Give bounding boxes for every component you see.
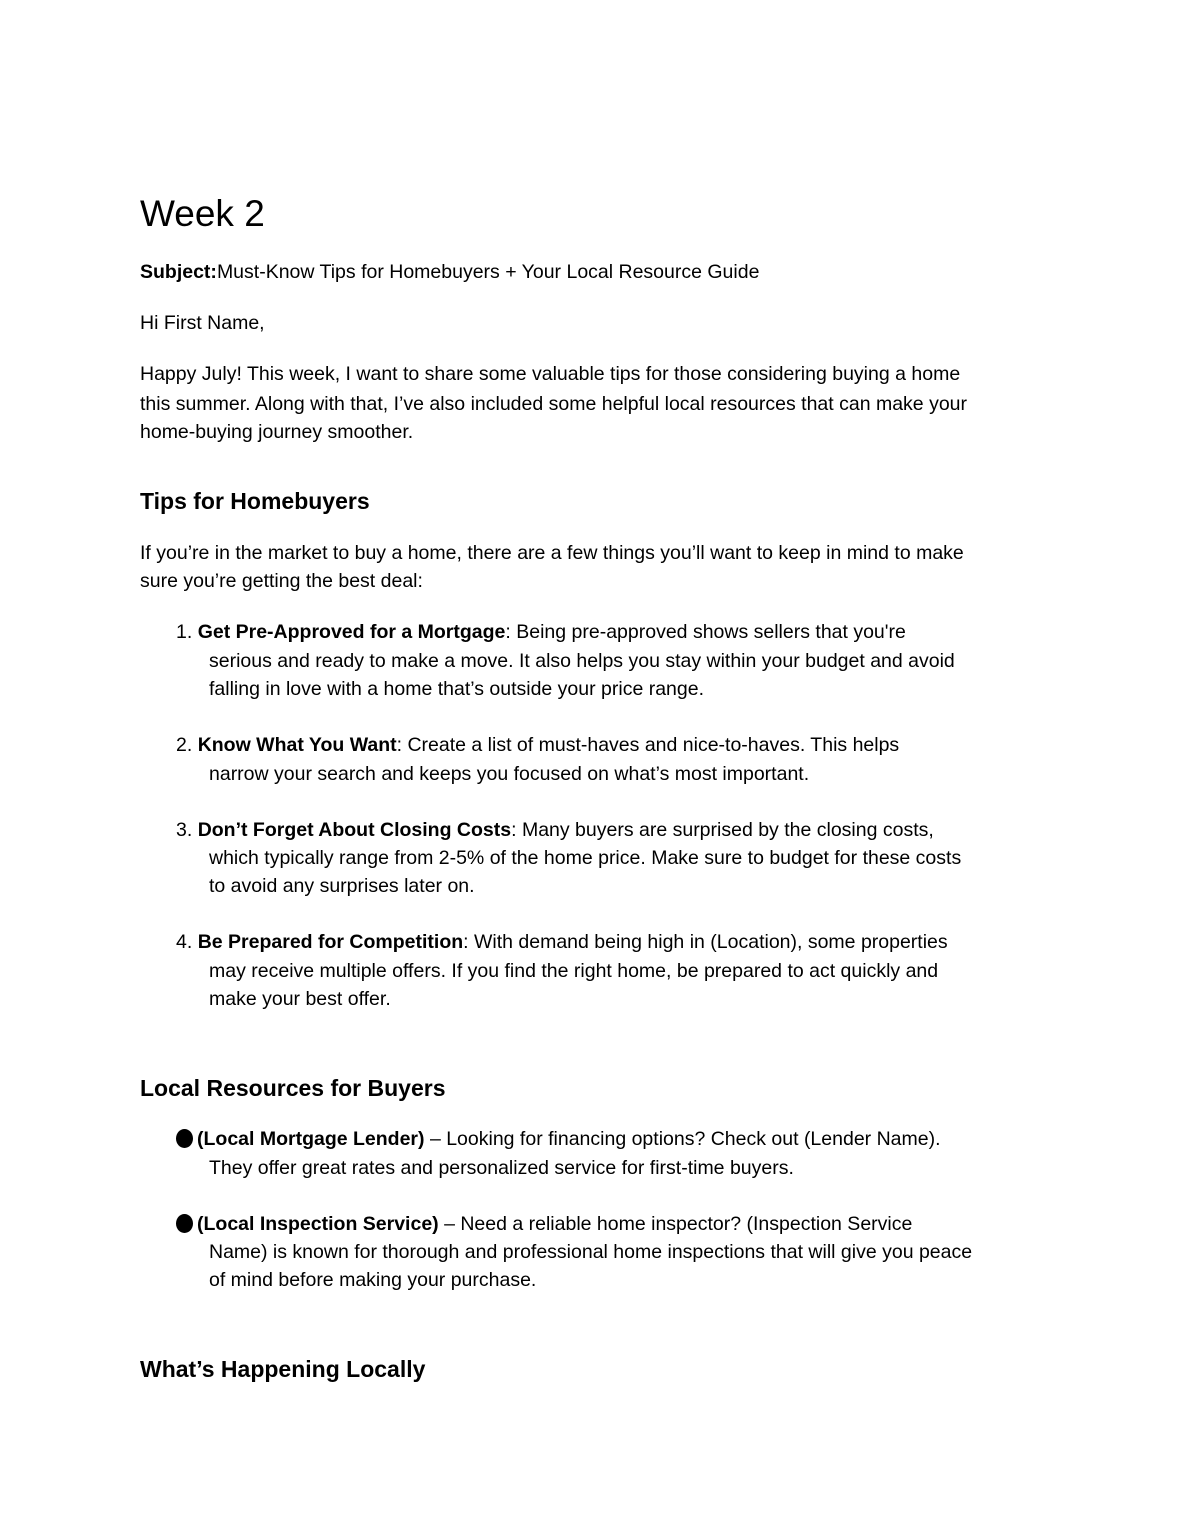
tip-line: narrow your search and keeps you focused on what’s most important. [209, 763, 810, 785]
resource-first-line [176, 1212, 912, 1236]
tip-line: which typically range from 2-5% of the home price. Make sure to budget for these costs [209, 847, 962, 869]
page-title: Week 2 [140, 193, 265, 234]
tip-line: may receive multiple offers. If you find the right home, be prepared to act quickly and [209, 960, 939, 982]
tip-text: : With demand being high in (Location), some properties [463, 931, 948, 953]
local-heading: What’s Happening Locally [140, 1356, 426, 1382]
bullet-icon [176, 1129, 193, 1148]
subject-label: Subject: [140, 261, 217, 283]
tip-text: : Being pre-approved shows sellers that you're [505, 621, 906, 643]
subject-value: Must-Know Tips for Homebuyers + Your Local Resource Guide [216, 261, 760, 283]
tips-heading: Tips for Homebuyers [140, 488, 370, 514]
greeting: Hi First Name, [140, 312, 265, 334]
intro-line: Happy July! This week, I want to share some valuable tips for those considering buying a home [140, 363, 961, 385]
tip-number: 1. [176, 621, 193, 643]
resource-text: – Looking for financing options? Check out (Lender Name). [424, 1128, 941, 1150]
tip-first-line [176, 818, 934, 842]
resource-text: – Need a reliable home inspector? (Inspection Service [438, 1213, 913, 1235]
resource-line: They offer great rates and personalized service for first-time buyers. [209, 1157, 794, 1179]
resource-title: (Local Mortgage Lender) [197, 1128, 425, 1150]
tips-intro-line: sure you’re getting the best deal: [140, 570, 423, 592]
resource-line: Name) is known for thorough and professional home inspections that will give you peace [209, 1241, 973, 1263]
tip-number: 2. [176, 734, 193, 756]
resource-line: of mind before making your purchase. [209, 1269, 537, 1291]
subject-line [140, 260, 759, 284]
tip-first-line [176, 930, 948, 954]
resource-first-line [176, 1127, 941, 1151]
tip-first-line [176, 733, 899, 757]
intro-line: this summer. Along with that, I’ve also included some helpful local resources that can make your [140, 393, 967, 415]
tip-line: serious and ready to make a move. It also helps you stay within your budget and avoid [209, 650, 955, 672]
intro-line: home-buying journey smoother. [140, 421, 414, 443]
tip-title: Know What You Want [197, 734, 397, 756]
resources-heading: Local Resources for Buyers [140, 1075, 446, 1101]
tip-title: Don’t Forget About Closing Costs [197, 819, 512, 841]
tip-title: Get Pre-Approved for a Mortgage [197, 621, 506, 643]
tip-number: 3. [176, 819, 193, 841]
tip-text: : Create a list of must-haves and nice-to-haves. This helps [396, 734, 900, 756]
tips-intro-line: If you’re in the market to buy a home, there are a few things you’ll want to keep in mind to make [140, 542, 964, 564]
tip-line: to avoid any surprises later on. [209, 875, 475, 897]
tip-text: : Many buyers are surprised by the closing costs, [511, 819, 934, 841]
tip-first-line [176, 620, 906, 644]
tip-line: make your best offer. [209, 988, 391, 1010]
tip-title: Be Prepared for Competition [197, 931, 464, 953]
resource-title: (Local Inspection Service) [197, 1213, 439, 1235]
bullet-icon [176, 1214, 193, 1233]
tip-line: falling in love with a home that’s outside your price range. [209, 678, 705, 700]
tip-number: 4. [176, 931, 193, 953]
